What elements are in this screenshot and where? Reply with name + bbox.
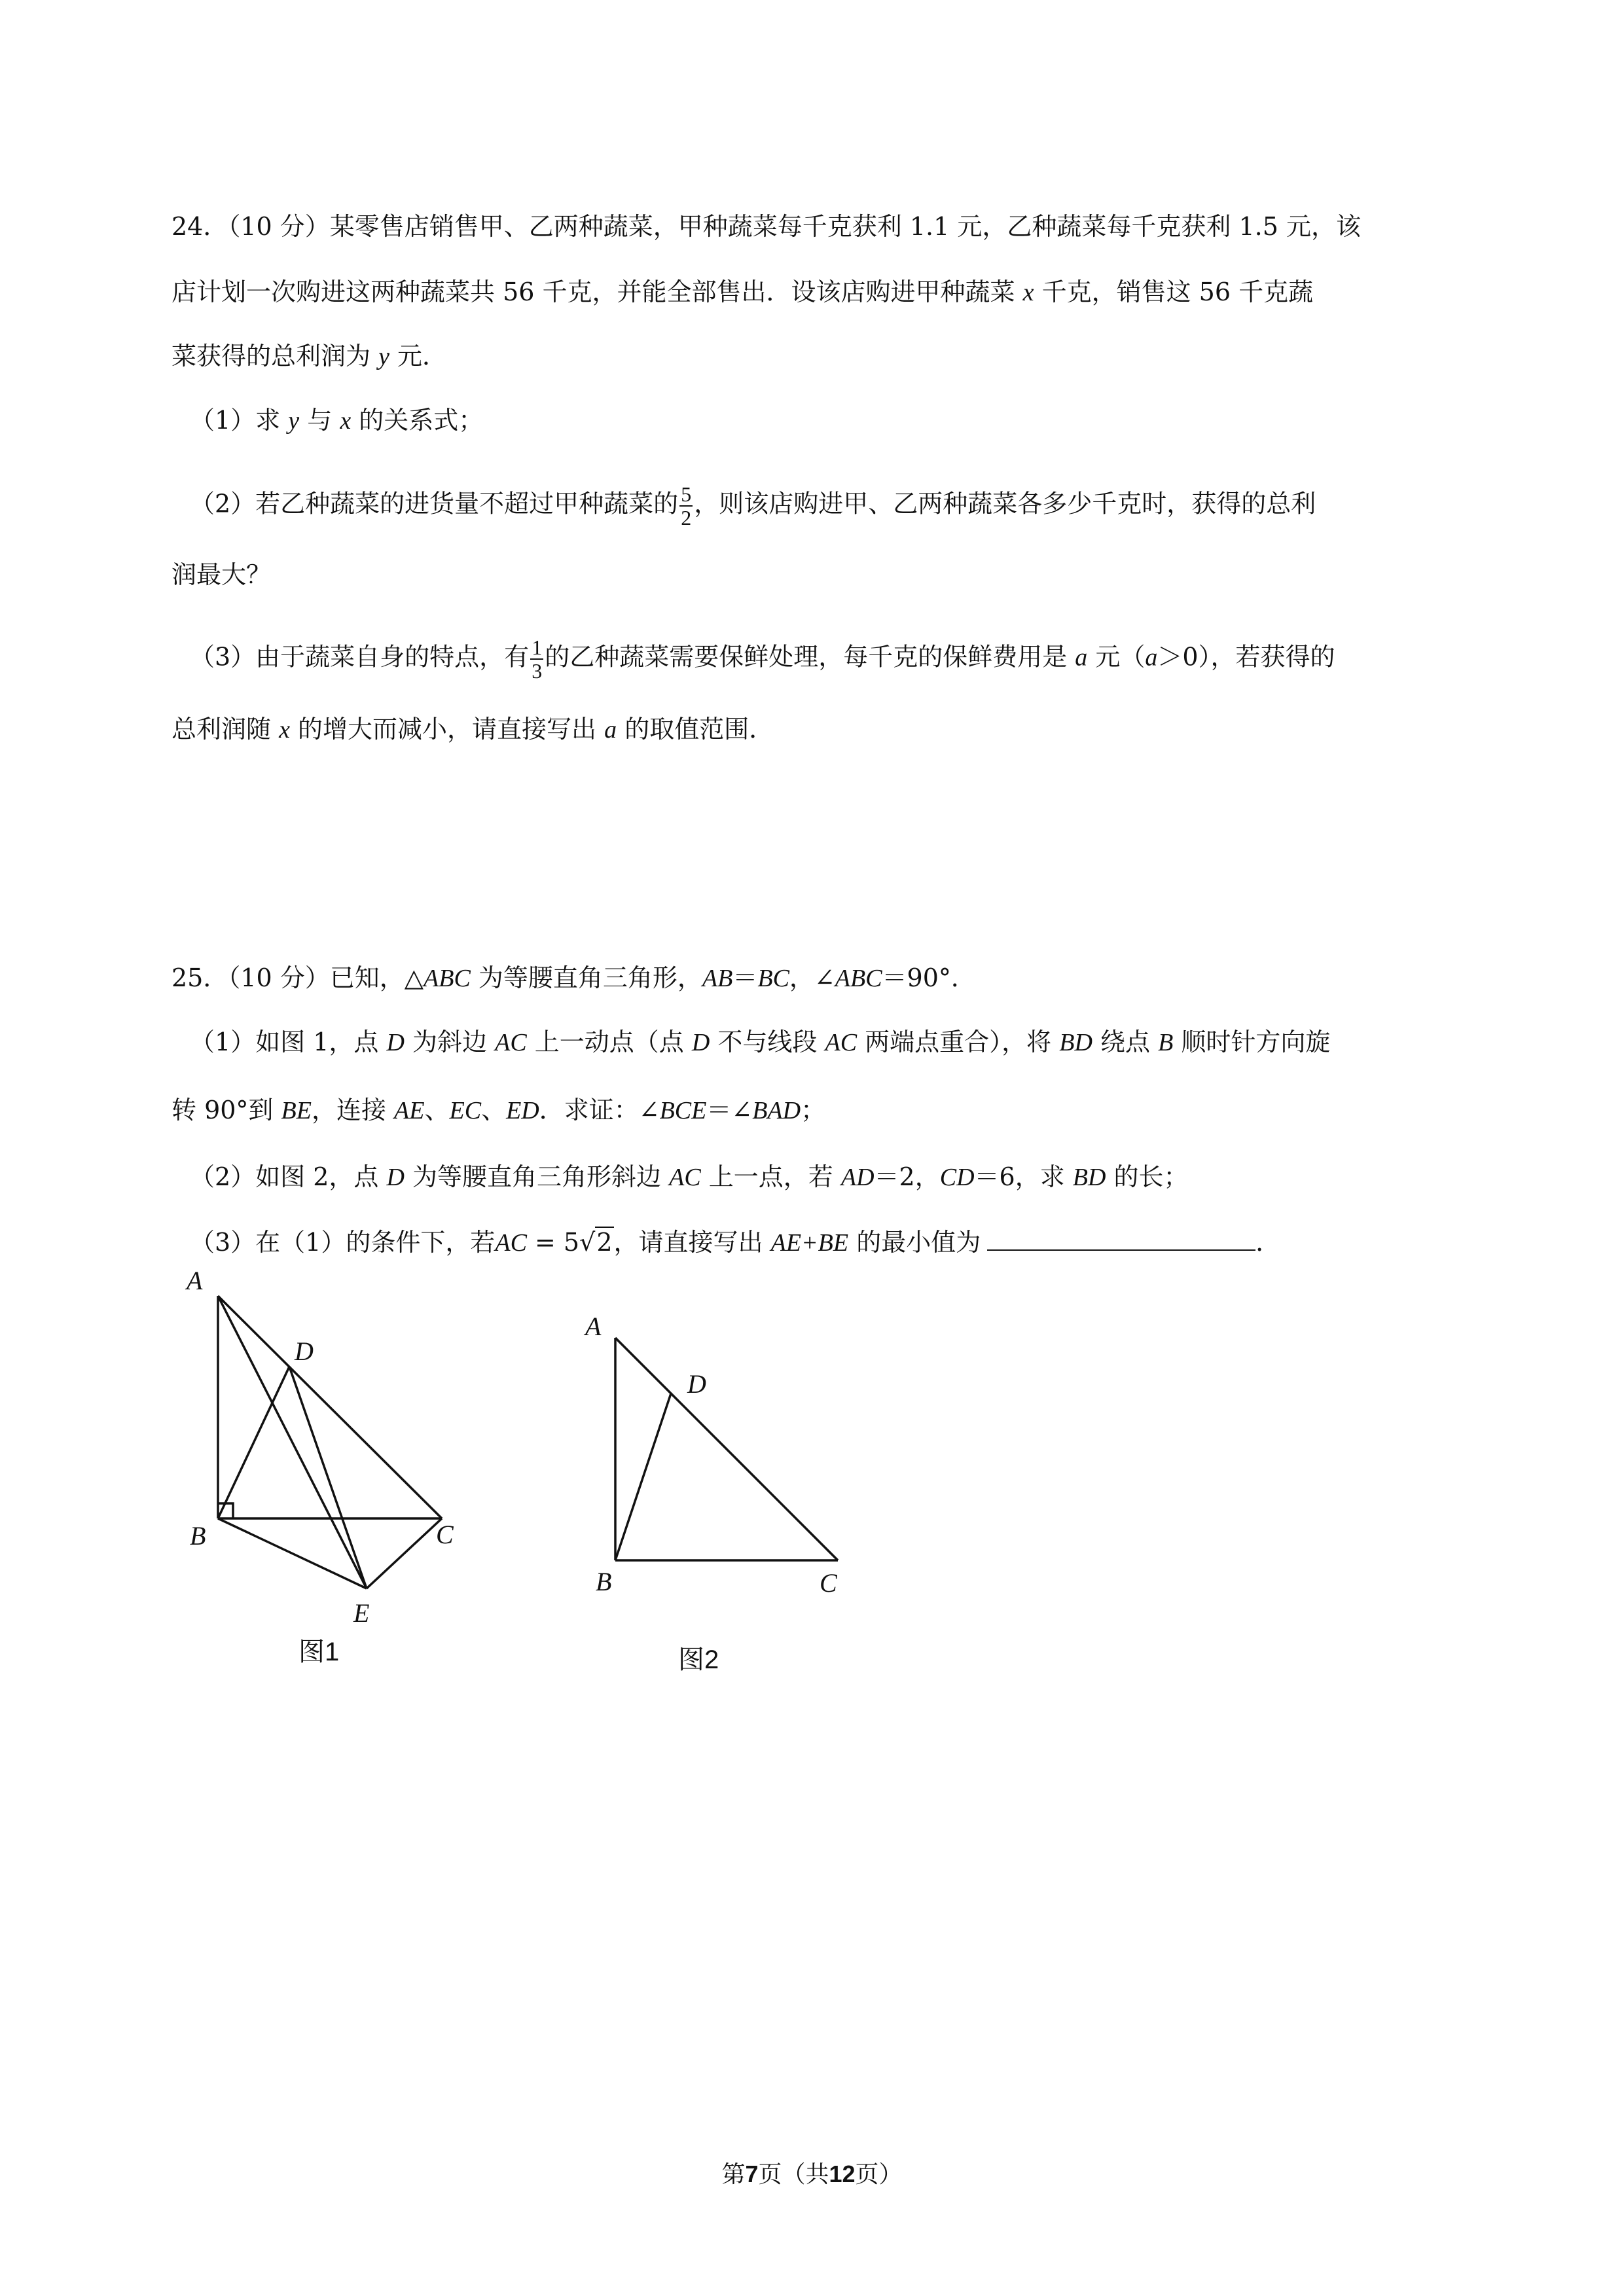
math-ae: AE [394,1097,425,1124]
separator: 、 [424,1096,450,1124]
segment-be [218,1518,367,1588]
q25-p1-i: ，连接 [311,1096,395,1124]
q25-p2-a: （2）如图 2，点 [190,1162,387,1191]
math-abc: ABC [835,965,882,992]
math-ed: ED [506,1097,539,1124]
q24-p3-c: 元（ [1087,642,1146,672]
q25-number: 25． [171,963,228,992]
var-y: y [288,407,300,435]
var-x: x [1022,279,1034,306]
math-ad: AD [840,1164,875,1191]
label-b: B [596,1567,612,1596]
q24-p1-b: 与 [299,406,340,435]
math-eq: = 5 [526,1228,580,1257]
q24-intro-3b: 元． [389,342,448,370]
q25-p2-e: ＝6，求 [974,1162,1073,1191]
q25-p1-d: 不与线段 [710,1028,825,1056]
q24-line-2 [171,275,1313,310]
q25-intro-d: ＝90°． [882,963,976,992]
math-abc: ABC [424,965,471,992]
footer-pre: 第 [721,2161,746,2188]
q25-score: （10 分） [228,963,330,992]
q24-p2-a: （2）若乙种蔬菜的进货量不超过甲种蔬菜的 [190,489,679,518]
q25-p1-k: ．求证：∠ [539,1096,660,1124]
separator: 、 [481,1096,507,1124]
math-ac: AC [825,1029,857,1056]
q24-score: （10 分） [228,212,330,241]
q25-p1-a: （1）如图 1，点 [190,1028,387,1056]
q24-part-3 [190,636,1335,682]
q24-part-2 [190,483,1316,529]
math-ae-plus-be: AE+BE [770,1229,849,1257]
q25-p1-h: 转 90°到 [171,1096,281,1124]
q24-p3-d: ＞0），若获得的 [1157,642,1335,672]
fraction-5-2 [679,483,693,529]
label-c: C [436,1520,454,1549]
q25-p3-a: （3）在（1）的条件下，若 [190,1228,496,1257]
segment-ed [289,1367,367,1588]
math-bc: BC [757,965,789,992]
label-b: B [190,1521,206,1551]
q25-p2-b: 为等腰直角三角形斜边 [404,1162,670,1191]
footer-mid: 页（共 [758,2161,829,2188]
q25-intro-b: 为等腰直角三角形， [470,963,702,992]
math-ec: EC [449,1097,482,1124]
fraction-1-3 [530,636,543,682]
segment-bd [218,1367,289,1518]
math-d: D [386,1029,405,1056]
fraction-numerator: 5 [681,482,692,506]
answer-blank[interactable] [987,1227,1255,1251]
q24-p2-b: ，则该店购进甲、乙两种蔬菜各多少千克时，获得的总利 [694,489,1316,518]
q25-intro-c: ，∠ [789,963,835,992]
segment-ac [615,1338,838,1560]
q25-p3-b: ，请直接写出 [613,1228,771,1257]
q24-p1-c: 的关系式； [351,406,484,435]
segment-bd [615,1393,671,1560]
var-a: a [1075,643,1088,672]
q24-p3-f: 的增大而减小，请直接写出 [289,715,605,744]
var-y: y [378,343,389,370]
fraction-numerator: 1 [532,636,543,659]
label-a: A [585,1312,602,1341]
q25-p1-c: 上一动点（点 [526,1028,692,1056]
q24-intro-2a: 店计划一次购进这两种蔬菜共 56 千克，并能全部售出．设该店购进甲种蔬菜 [171,278,1023,306]
q25-part-1-cont [171,1093,825,1128]
q24-part-1 [190,403,483,438]
q24-p3-g: 的取值范围． [617,715,774,744]
q24-p3-e: 总利润随 [171,715,280,744]
q25-part-1 [190,1025,1330,1060]
q25-p1-e: 两端点重合），将 [857,1028,1060,1056]
segment-ae [218,1296,367,1588]
math-ac: AC [669,1164,701,1191]
q24-part-3-cont [171,712,774,747]
figure-1 [177,1266,504,1636]
math-bce: BCE [659,1097,707,1124]
q24-part-2-cont [171,558,271,592]
q24-p1-a: （1）求 [190,406,289,435]
q24-number: 24． [171,212,228,241]
q24-p2-c: 润最大？ [171,560,272,589]
math-d: D [386,1164,405,1191]
q25-p1-l: ＝∠ [706,1096,753,1124]
q25-p2-f: 的长； [1106,1162,1189,1191]
q25-part-2 [190,1160,1189,1194]
equals: ＝ [732,963,758,992]
q25-p1-f: 绕点 [1092,1028,1159,1056]
q25-p1-b: 为斜边 [404,1028,496,1056]
var-a: a [1145,643,1158,672]
math-cd: CD [939,1164,975,1191]
math-bd: BD [1072,1164,1106,1191]
var-x: x [279,716,290,744]
q25-p1-m: ； [801,1096,826,1124]
fraction-denominator: 2 [681,506,692,529]
math-ac: AC [495,1029,527,1056]
segment-ec [367,1518,442,1588]
q25-part-3 [190,1225,1280,1260]
footer-post: 页） [855,2161,903,2188]
q25-p2-d: ＝2， [874,1162,940,1191]
q24-line-1 [171,209,1361,243]
q25-p1-g: 顺时针方向旋 [1173,1028,1331,1056]
label-d: D [295,1336,314,1366]
q24-intro-1: 某零售店销售甲、乙两种蔬菜，甲种蔬菜每千克获利 1.1 元，乙种蔬菜每千克获利 1.5 元，该 [329,212,1361,241]
q24-intro-2b: 千克，销售这 56 千克蔬 [1034,278,1314,306]
var-x: x [340,407,352,435]
q24-intro-3a: 菜获得的总利润为 [171,342,379,370]
q25-intro-a: 已知，△ [329,963,424,992]
label-a: A [187,1266,203,1295]
radicand: 2 [596,1228,613,1257]
q25-p3-end: ． [1255,1228,1281,1257]
q24-p3-b: 的乙种蔬菜需要保鲜处理，每千克的保鲜费用是 [545,642,1075,672]
label-e: E [353,1598,370,1628]
q24-p3-a: （3）由于蔬菜自身的特点，有 [190,642,530,672]
q25-p3-c: 的最小值为 [848,1228,981,1257]
page-total: 12 [829,2161,856,2187]
fraction-denominator: 3 [532,659,543,683]
page-number: 7 [745,2161,759,2187]
sqrt-2: √2 [579,1228,613,1257]
math-ac: AC [495,1229,527,1257]
q24-line-3 [171,339,447,374]
figure-1-caption: 图1 [298,1638,340,1666]
label-c: C [820,1568,837,1598]
math-bd: BD [1059,1029,1092,1056]
figure-2-caption: 图2 [678,1645,719,1674]
page-footer [0,2160,1624,2189]
math-d: D [691,1029,710,1056]
math-ab: AB [702,965,733,992]
math-bad: BAD [752,1097,801,1124]
math-b: B [1158,1029,1174,1056]
math-be: BE [281,1097,312,1124]
label-d: D [687,1369,706,1399]
q25-line-1 [171,961,976,996]
q25-p2-c: 上一点，若 [700,1162,841,1191]
var-a: a [604,716,617,744]
figure-2 [576,1309,877,1610]
